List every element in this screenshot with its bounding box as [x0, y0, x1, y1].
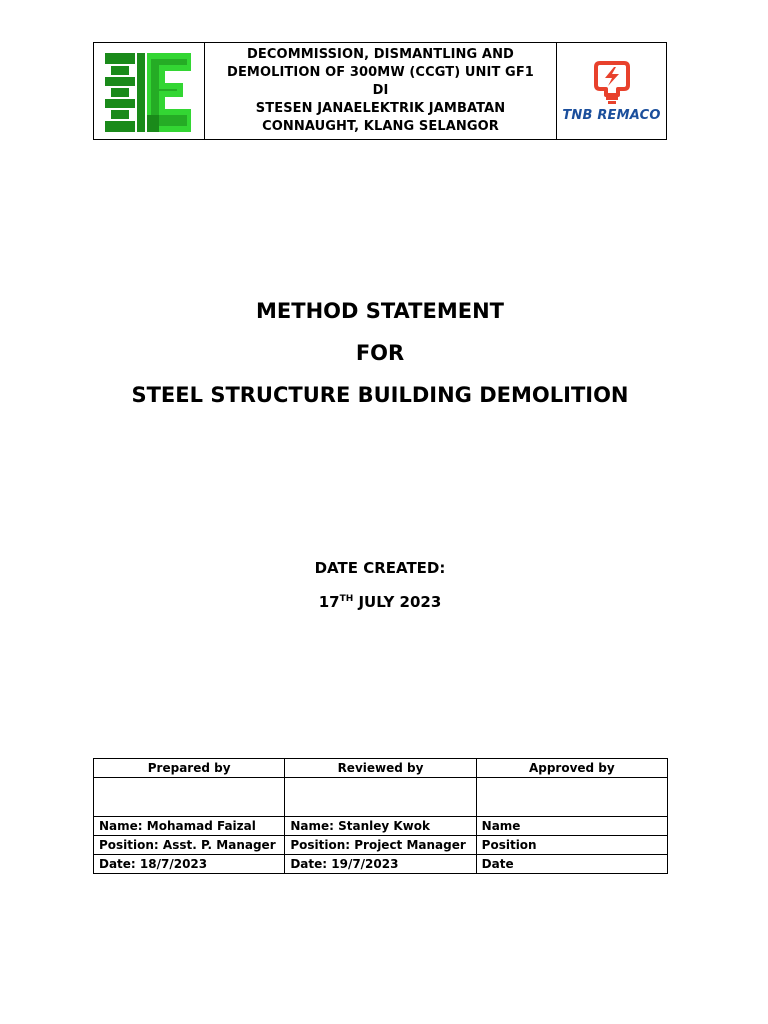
date-reviewed: Date: 19/7/2023	[285, 855, 476, 874]
document-header	[93, 42, 667, 140]
name-prepared: Name: Mohamad Faizal	[94, 817, 285, 836]
signature-cell-approved	[476, 778, 667, 817]
position-approved: Position	[476, 836, 667, 855]
date-ordinal-suffix: TH	[339, 594, 354, 604]
project-title	[205, 43, 556, 139]
name-reviewed: Name: Stanley Kwok	[285, 817, 476, 836]
project-title-line-1: DECOMMISSION, DISMANTLING AND	[247, 47, 514, 62]
title-line-2: FOR	[355, 341, 405, 365]
date-created-value	[0, 590, 760, 624]
document-title	[0, 294, 760, 420]
position-prepared: Position: Asst. P. Manager	[94, 836, 285, 855]
title-line-3: STEEL STRUCTURE BUILDING DEMOLITION	[131, 383, 629, 407]
tnb-remaco-lightbulb-logo-icon	[592, 59, 632, 105]
name-approved: Name	[476, 817, 667, 836]
client-logo-text: TNB REMACO	[562, 108, 661, 123]
signature-cell-reviewed	[285, 778, 476, 817]
ie-company-logo-icon	[103, 47, 195, 135]
table-row	[94, 817, 668, 836]
header-reviewed-by: Reviewed by	[285, 759, 476, 778]
approval-table	[93, 758, 668, 874]
position-reviewed: Position: Project Manager	[285, 836, 476, 855]
client-logo-cell	[556, 43, 666, 139]
project-title-line-4: CONNAUGHT, KLANG SELANGOR	[262, 119, 499, 134]
header-approved-by: Approved by	[476, 759, 667, 778]
company-logo-cell	[94, 43, 205, 139]
table-row	[94, 836, 668, 855]
header-prepared-by: Prepared by	[94, 759, 285, 778]
title-line-1: METHOD STATEMENT	[256, 299, 504, 323]
project-title-line-2: DEMOLITION OF 300MW (CCGT) UNIT GF1 DI	[227, 65, 534, 98]
approval-table-header-row	[94, 759, 668, 778]
date-approved: Date	[476, 855, 667, 874]
table-row	[94, 855, 668, 874]
date-prepared: Date: 18/7/2023	[94, 855, 285, 874]
date-day: 17	[318, 593, 340, 611]
signature-cell-prepared	[94, 778, 285, 817]
signature-row	[94, 778, 668, 817]
project-title-line-3: STESEN JANAELEKTRIK JAMBATAN	[255, 101, 506, 116]
date-created-block	[0, 556, 760, 624]
date-month-year: JULY 2023	[358, 593, 442, 611]
date-created-label: DATE CREATED:	[314, 559, 446, 577]
